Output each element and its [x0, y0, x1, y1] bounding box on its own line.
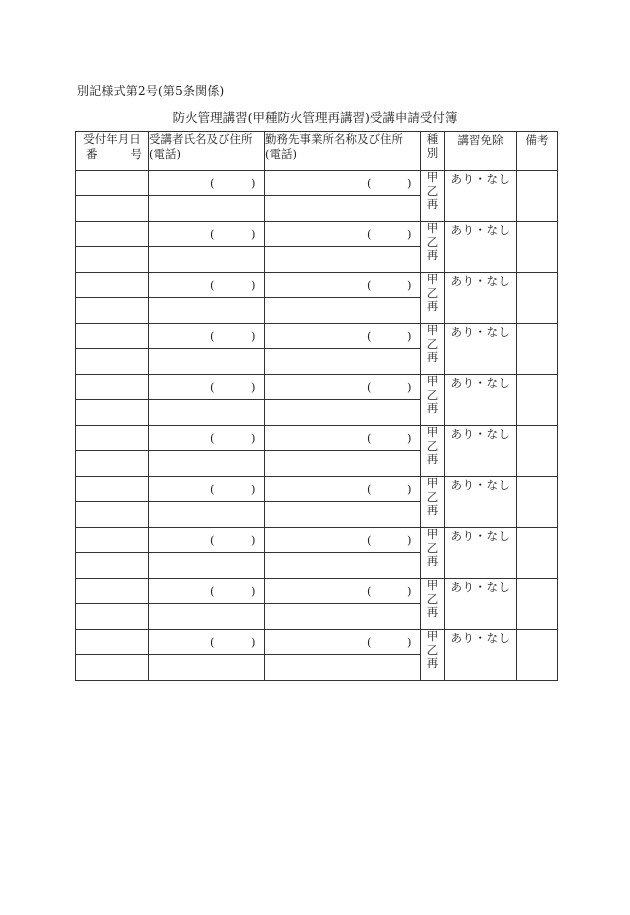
receipt-number-cell[interactable] [76, 247, 149, 273]
applicant-address-cell[interactable] [149, 451, 265, 477]
employer-name-cell[interactable] [265, 579, 421, 604]
paren-open: ( [367, 329, 372, 343]
paren-open: ( [367, 635, 372, 649]
applicant-address-cell[interactable] [149, 298, 265, 324]
type-option-sai: 再 [426, 656, 439, 670]
type-option-sai: 再 [426, 605, 439, 619]
type-option-sai: 再 [426, 401, 439, 415]
employer-address-cell[interactable] [265, 502, 421, 528]
form-number: 別記様式第2号(第5条関係) [77, 84, 225, 98]
employer-name-cell[interactable] [265, 324, 421, 349]
exemption-cell[interactable]: あり・なし [445, 222, 517, 273]
notes-cell[interactable] [517, 579, 558, 630]
paren-open: ( [367, 176, 372, 190]
receipt-number-cell[interactable] [76, 553, 149, 579]
table-row [76, 528, 558, 553]
employer-name-cell[interactable] [265, 222, 421, 247]
exemption-cell[interactable]: あり・なし [445, 273, 517, 324]
paren-open: ( [210, 329, 215, 343]
paren-close: ) [251, 227, 256, 241]
applicant-address-cell[interactable] [149, 502, 265, 528]
type-option-otsu: 乙 [426, 438, 439, 453]
paren-close: ) [407, 584, 412, 598]
paren-close: ) [251, 635, 256, 649]
header-type [421, 132, 445, 171]
applicant-name-cell[interactable] [149, 324, 265, 349]
notes-cell[interactable] [517, 222, 558, 273]
type-cell[interactable] [421, 171, 445, 222]
employer-name-cell[interactable] [265, 375, 421, 400]
type-option-otsu: 乙 [426, 336, 439, 351]
exemption-cell[interactable]: あり・なし [445, 528, 517, 579]
header-number-char-1: 番 [86, 147, 98, 161]
employer-name-cell[interactable] [265, 171, 421, 196]
type-option-sai: 再 [426, 452, 439, 466]
receipt-date-cell[interactable] [76, 273, 149, 298]
paren-open: ( [367, 431, 372, 445]
paren-close: ) [407, 176, 412, 190]
paren-open: ( [367, 533, 372, 547]
receipt-date-cell[interactable] [76, 528, 149, 553]
employer-name-cell[interactable] [265, 528, 421, 553]
type-option-sai: 再 [426, 197, 439, 211]
paren-close: ) [251, 482, 256, 496]
employer-name-cell[interactable] [265, 477, 421, 502]
exemption-cell[interactable]: あり・なし [445, 375, 517, 426]
employer-address-cell[interactable] [265, 247, 421, 273]
header-number [76, 147, 148, 162]
applicant-name-cell[interactable] [149, 528, 265, 553]
paren-close: ) [251, 329, 256, 343]
type-option-kou: 甲 [426, 476, 439, 490]
type-option-kou: 甲 [426, 221, 439, 235]
type-option-otsu: 乙 [426, 591, 439, 606]
paren-open: ( [210, 431, 215, 445]
header-exemption: 講習免除 [445, 132, 517, 171]
type-cell[interactable] [421, 579, 445, 630]
employer-address-cell[interactable] [265, 400, 421, 426]
paren-open: ( [210, 278, 215, 292]
type-cell[interactable] [421, 426, 445, 477]
table-row [76, 273, 558, 298]
paren-open: ( [367, 278, 372, 292]
applicant-name-cell[interactable] [149, 630, 265, 655]
receipt-number-cell[interactable] [76, 400, 149, 426]
paren-close: ) [251, 176, 256, 190]
table-row [76, 222, 558, 247]
type-cell[interactable] [421, 324, 445, 375]
paren-close: ) [251, 584, 256, 598]
type-option-kou: 甲 [426, 629, 439, 643]
paren-close: ) [407, 227, 412, 241]
type-option-otsu: 乙 [426, 642, 439, 657]
table-row [76, 477, 558, 502]
applicant-address-cell[interactable] [149, 400, 265, 426]
applicant-name-cell[interactable] [149, 579, 265, 604]
header-number-char-2: 号 [130, 147, 142, 161]
applicant-name-cell[interactable] [149, 171, 265, 196]
exemption-cell[interactable]: あり・なし [445, 579, 517, 630]
type-option-otsu: 乙 [426, 540, 439, 555]
page-title: 防火管理講習(甲種防火管理再講習)受講申請受付簿 [172, 110, 458, 125]
type-cell[interactable] [421, 528, 445, 579]
table-row [76, 579, 558, 604]
table-row [76, 171, 558, 196]
paren-open: ( [210, 635, 215, 649]
employer-name-cell[interactable] [265, 630, 421, 655]
header-type-char-2: 別 [426, 146, 439, 160]
receipt-number-cell[interactable] [76, 604, 149, 630]
receipt-number-cell[interactable] [76, 502, 149, 528]
paren-open: ( [210, 380, 215, 394]
registration-table [75, 131, 558, 681]
header-type-char-1: 種 [426, 132, 439, 146]
paren-open: ( [210, 584, 215, 598]
applicant-address-cell[interactable] [149, 553, 265, 579]
paren-close: ) [407, 482, 412, 496]
type-option-kou: 甲 [426, 425, 439, 439]
employer-address-cell[interactable] [265, 553, 421, 579]
employer-address-cell[interactable] [265, 604, 421, 630]
type-option-sai: 再 [426, 503, 439, 517]
exemption-cell[interactable]: あり・なし [445, 426, 517, 477]
type-option-sai: 再 [426, 554, 439, 568]
type-option-kou: 甲 [426, 272, 439, 286]
table-row [76, 426, 558, 451]
paren-open: ( [367, 380, 372, 394]
applicant-address-cell[interactable] [149, 655, 265, 681]
type-cell[interactable] [421, 222, 445, 273]
notes-cell[interactable] [517, 273, 558, 324]
exemption-cell[interactable]: あり・なし [445, 324, 517, 375]
table-row [76, 630, 558, 655]
receipt-date-cell[interactable] [76, 171, 149, 196]
paren-close: ) [407, 278, 412, 292]
header-employer-label: 勤務先事業所名称及び住所 [265, 132, 403, 146]
applicant-name-cell[interactable] [149, 477, 265, 502]
receipt-date-cell[interactable] [76, 375, 149, 400]
exemption-cell[interactable]: あり・なし [445, 171, 517, 222]
type-option-kou: 甲 [426, 374, 439, 388]
header-applicant-phone: (電話) [149, 147, 181, 161]
receipt-date-cell[interactable] [76, 477, 149, 502]
header-applicant-label: 受講者氏名及び住所 [149, 132, 253, 146]
paren-close: ) [251, 278, 256, 292]
applicant-address-cell[interactable] [149, 349, 265, 375]
paren-close: ) [251, 380, 256, 394]
header-receipt-date: 受付年月日 [83, 132, 141, 146]
employer-name-cell[interactable] [265, 426, 421, 451]
paren-open: ( [210, 227, 215, 241]
type-option-otsu: 乙 [426, 489, 439, 504]
table-row [76, 375, 558, 400]
type-option-sai: 再 [426, 350, 439, 364]
type-cell[interactable] [421, 273, 445, 324]
type-option-kou: 甲 [426, 578, 439, 592]
paren-close: ) [407, 329, 412, 343]
type-option-sai: 再 [426, 299, 439, 313]
employer-name-cell[interactable] [265, 273, 421, 298]
paren-open: ( [210, 176, 215, 190]
receipt-date-cell[interactable] [76, 579, 149, 604]
applicant-address-cell[interactable] [149, 196, 265, 222]
notes-cell[interactable] [517, 528, 558, 579]
paren-close: ) [251, 533, 256, 547]
applicant-name-cell[interactable] [149, 375, 265, 400]
type-cell[interactable] [421, 375, 445, 426]
type-option-sai: 再 [426, 248, 439, 262]
notes-cell[interactable] [517, 171, 558, 222]
exemption-cell[interactable]: あり・なし [445, 477, 517, 528]
header-receipt-date-number [76, 132, 149, 171]
employer-address-cell[interactable] [265, 451, 421, 477]
paren-open: ( [367, 584, 372, 598]
notes-cell[interactable] [517, 477, 558, 528]
type-option-otsu: 乙 [426, 234, 439, 249]
receipt-number-cell[interactable] [76, 298, 149, 324]
applicant-address-cell[interactable] [149, 247, 265, 273]
type-option-kou: 甲 [426, 170, 439, 184]
receipt-number-cell[interactable] [76, 196, 149, 222]
applicant-name-cell[interactable] [149, 273, 265, 298]
receipt-number-cell[interactable] [76, 655, 149, 681]
employer-address-cell[interactable] [265, 298, 421, 324]
header-row [76, 132, 558, 171]
employer-address-cell[interactable] [265, 655, 421, 681]
paren-open: ( [367, 482, 372, 496]
paren-open: ( [210, 482, 215, 496]
exemption-cell[interactable]: あり・なし [445, 630, 517, 681]
receipt-date-cell[interactable] [76, 426, 149, 451]
type-option-otsu: 乙 [426, 285, 439, 300]
type-option-kou: 甲 [426, 323, 439, 337]
notes-cell[interactable] [517, 630, 558, 681]
paren-close: ) [251, 431, 256, 445]
applicant-address-cell[interactable] [149, 604, 265, 630]
paren-close: ) [407, 635, 412, 649]
type-option-kou: 甲 [426, 527, 439, 541]
receipt-number-cell[interactable] [76, 349, 149, 375]
type-option-otsu: 乙 [426, 183, 439, 198]
paren-open: ( [210, 533, 215, 547]
notes-cell[interactable] [517, 375, 558, 426]
notes-cell[interactable] [517, 324, 558, 375]
employer-address-cell[interactable] [265, 196, 421, 222]
header-notes: 備考 [517, 132, 558, 171]
receipt-number-cell[interactable] [76, 451, 149, 477]
header-applicant [149, 132, 265, 171]
type-option-otsu: 乙 [426, 387, 439, 402]
header-employer [265, 132, 421, 171]
paren-open: ( [367, 227, 372, 241]
applicant-name-cell[interactable] [149, 222, 265, 247]
employer-address-cell[interactable] [265, 349, 421, 375]
type-cell[interactable] [421, 630, 445, 681]
receipt-date-cell[interactable] [76, 630, 149, 655]
receipt-date-cell[interactable] [76, 324, 149, 349]
header-employer-phone: (電話) [265, 147, 297, 161]
table-row [76, 324, 558, 349]
paren-close: ) [407, 533, 412, 547]
paren-close: ) [407, 380, 412, 394]
receipt-date-cell[interactable] [76, 222, 149, 247]
notes-cell[interactable] [517, 426, 558, 477]
applicant-name-cell[interactable] [149, 426, 265, 451]
paren-close: ) [407, 431, 412, 445]
table-body [76, 171, 558, 681]
type-cell[interactable] [421, 477, 445, 528]
